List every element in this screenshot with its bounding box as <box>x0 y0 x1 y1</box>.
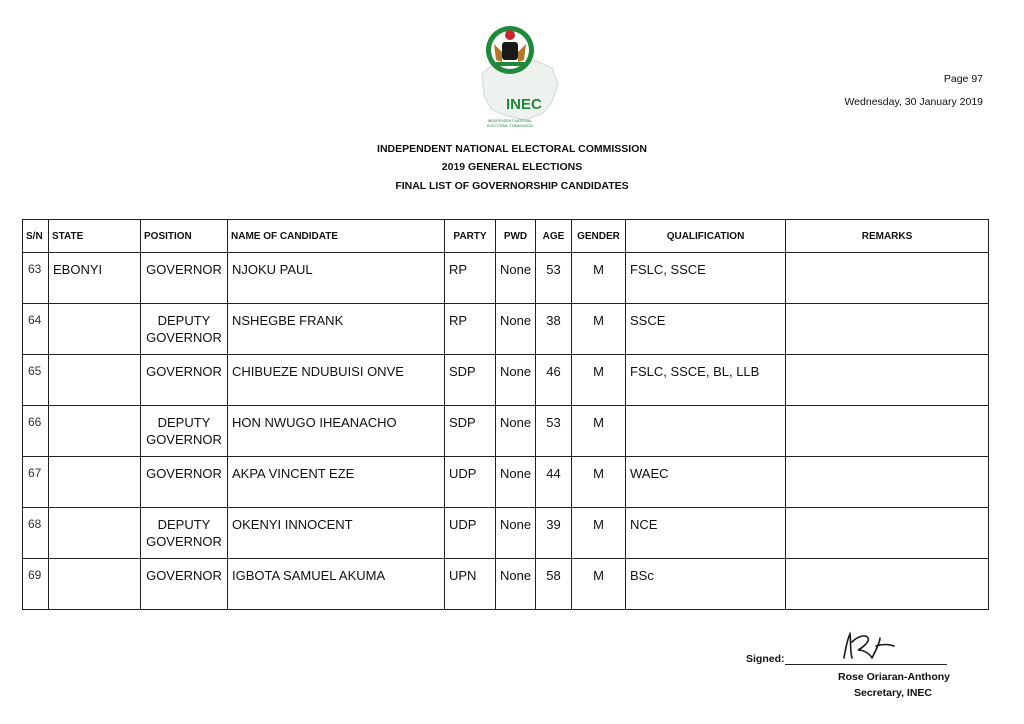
cell-qualification: FSLC, SSCE, BL, LLB <box>626 355 786 406</box>
cell-remarks <box>786 559 989 610</box>
cell-gender: M <box>572 406 626 457</box>
cell-age: 46 <box>536 355 572 406</box>
cell-age: 39 <box>536 508 572 559</box>
commission-title: INDEPENDENT NATIONAL ELECTORAL COMMISSION <box>377 143 647 155</box>
cell-party: UPN <box>445 559 496 610</box>
cell-name: IGBOTA SAMUEL AKUMA <box>228 559 445 610</box>
cell-gender: M <box>572 355 626 406</box>
cell-state <box>49 559 141 610</box>
col-header-sn: S/N <box>23 220 49 253</box>
cell-sn: 67 <box>23 457 49 508</box>
table-row <box>23 304 989 355</box>
print-date: Wednesday, 30 January 2019 <box>844 96 983 108</box>
table-row <box>23 406 989 457</box>
cell-state: EBONYI <box>49 253 141 304</box>
cell-pwd: None <box>496 253 536 304</box>
cell-remarks <box>786 457 989 508</box>
cell-age: 44 <box>536 457 572 508</box>
cell-state <box>49 406 141 457</box>
svg-text:INEC: INEC <box>506 96 542 113</box>
page-number: Page 97 <box>943 73 983 85</box>
cell-gender: M <box>572 253 626 304</box>
cell-state <box>49 304 141 355</box>
cell-age: 58 <box>536 559 572 610</box>
cell-pwd: None <box>496 406 536 457</box>
signed-label: Signed: <box>746 653 785 665</box>
table-row <box>23 355 989 406</box>
cell-party: SDP <box>445 355 496 406</box>
cell-name: NJOKU PAUL <box>228 253 445 304</box>
cell-position: GOVERNOR <box>141 457 228 508</box>
inec-logo <box>472 22 568 138</box>
cell-qualification <box>626 406 786 457</box>
cell-pwd: None <box>496 304 536 355</box>
cell-qualification: BSc <box>626 559 786 610</box>
cell-party: RP <box>445 304 496 355</box>
cell-pwd: None <box>496 508 536 559</box>
cell-age: 53 <box>536 406 572 457</box>
col-header-qualification: QUALIFICATION <box>626 220 786 253</box>
cell-gender: M <box>572 508 626 559</box>
col-header-remarks: REMARKS <box>786 220 989 253</box>
cell-position: DEPUTY GOVERNOR <box>141 406 228 457</box>
cell-position: GOVERNOR <box>141 253 228 304</box>
cell-remarks <box>786 355 989 406</box>
candidates-table <box>22 219 988 610</box>
cell-sn: 68 <box>23 508 49 559</box>
cell-pwd: None <box>496 355 536 406</box>
cell-position: GOVERNOR <box>141 559 228 610</box>
list-title: FINAL LIST OF GOVERNORSHIP CANDIDATES <box>395 180 629 192</box>
cell-age: 38 <box>536 304 572 355</box>
cell-state <box>49 355 141 406</box>
col-header-state: STATE <box>49 220 141 253</box>
cell-remarks <box>786 253 989 304</box>
cell-age: 53 <box>536 253 572 304</box>
table-row <box>23 253 989 304</box>
cell-pwd: None <box>496 457 536 508</box>
cell-sn: 69 <box>23 559 49 610</box>
handwritten-signature <box>836 628 896 666</box>
election-title: 2019 GENERAL ELECTIONS <box>441 161 583 173</box>
cell-remarks <box>786 304 989 355</box>
cell-qualification: NCE <box>626 508 786 559</box>
table-header-row <box>23 220 989 253</box>
svg-text:ELECTORAL COMMISSION: ELECTORAL COMMISSION <box>487 124 533 128</box>
col-header-position: POSITION <box>141 220 228 253</box>
cell-state <box>49 508 141 559</box>
cell-sn: 66 <box>23 406 49 457</box>
cell-name: CHIBUEZE NDUBUISI ONVE <box>228 355 445 406</box>
signer-name: Rose Oriaran-Anthony <box>838 671 951 683</box>
cell-qualification: SSCE <box>626 304 786 355</box>
table-row <box>23 559 989 610</box>
cell-name: HON NWUGO IHEANACHO <box>228 406 445 457</box>
cell-name: NSHEGBE FRANK <box>228 304 445 355</box>
cell-qualification: WAEC <box>626 457 786 508</box>
col-header-party: PARTY <box>445 220 496 253</box>
inec-emblem-icon <box>472 22 568 138</box>
cell-party: UDP <box>445 457 496 508</box>
cell-party: SDP <box>445 406 496 457</box>
col-header-name: NAME OF CANDIDATE <box>228 220 445 253</box>
cell-sn: 65 <box>23 355 49 406</box>
cell-position: DEPUTY GOVERNOR <box>141 304 228 355</box>
cell-party: UDP <box>445 508 496 559</box>
table-row <box>23 508 989 559</box>
cell-sn: 64 <box>23 304 49 355</box>
col-header-gender: GENDER <box>572 220 626 253</box>
cell-remarks <box>786 406 989 457</box>
cell-gender: M <box>572 457 626 508</box>
cell-position: DEPUTY GOVERNOR <box>141 508 228 559</box>
cell-name: OKENYI INNOCENT <box>228 508 445 559</box>
cell-sn: 63 <box>23 253 49 304</box>
svg-text:INDEPENDENT NATIONAL: INDEPENDENT NATIONAL <box>487 119 533 123</box>
table-row <box>23 457 989 508</box>
cell-name: AKPA VINCENT EZE <box>228 457 445 508</box>
cell-qualification: FSLC, SSCE <box>626 253 786 304</box>
cell-remarks <box>786 508 989 559</box>
signer-title: Secretary, INEC <box>854 687 933 699</box>
col-header-age: AGE <box>536 220 572 253</box>
cell-pwd: None <box>496 559 536 610</box>
col-header-pwd: PWD <box>496 220 536 253</box>
cell-position: GOVERNOR <box>141 355 228 406</box>
cell-party: RP <box>445 253 496 304</box>
cell-gender: M <box>572 559 626 610</box>
cell-gender: M <box>572 304 626 355</box>
cell-state <box>49 457 141 508</box>
